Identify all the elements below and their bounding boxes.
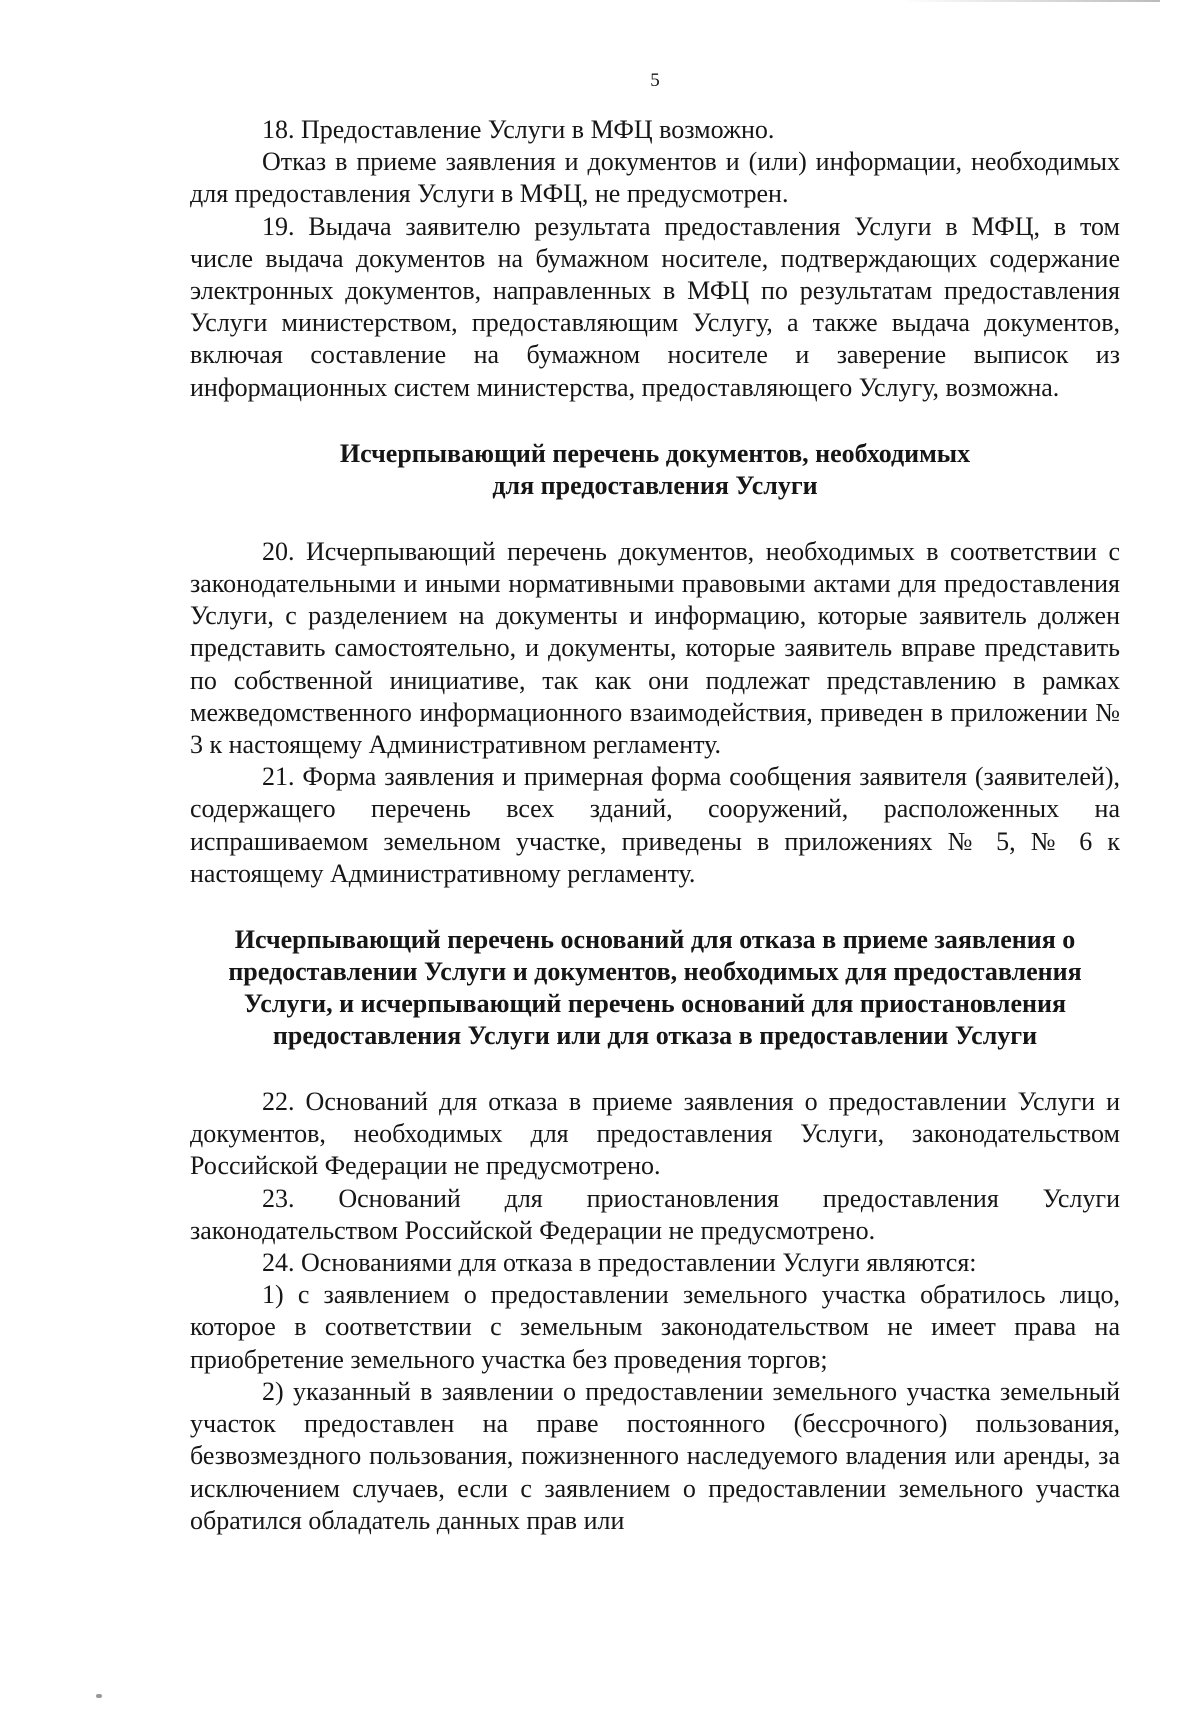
paragraph-23: 23. Оснований для приостановления предоставления Услуги законодательством Российской Федерации не предусмотрено. [190,1183,1120,1245]
section-heading-refusal-line3: Услуги, и исчерпывающий перечень оснований для приостановления [243,989,1067,1019]
paragraph-24-item-1: 1) с заявлением о предоставлении земельного участка обратилось лицо, которое в соответствии с земельным законодательством не имеет права на приобретение земельного участка без проведения торгов; [190,1280,1120,1374]
paragraph-21: 21. Форма заявления и примерная форма сообщения заявителя (заявителей), содержащего перечень всех зданий, сооружений, расположенных на испрашиваемом земельном участке, приведены в приложениях № 5, № 6 к настоящему Административному регламенту. [190,762,1120,888]
paragraph-24: 24. Основаниями для отказа в предоставлении Услуги являются: [262,1248,977,1278]
paragraph-19: 19. Выдача заявителю результата предоставления Услуги в МФЦ, в том числе выдача документов на бумажном носителе, подтверждающих содержание электронных документов, направленных в МФЦ по результатам предоставления Услуги министерством, предоставляющим Услугу, а также выдача документов, включая составление на бумажном носителе и заверение выписок из информационных систем министерства, предоставляющего Услугу, возможна. [190,211,1120,402]
paragraph-22: 22. Оснований для отказа в приеме заявления о предоставлении Услуги и документов, необходимых для предоставления Услуги, законодательством Российской Федерации не предусмотрено. [190,1087,1120,1181]
section-heading-refusal-line1: Исчерпывающий перечень оснований для отказа в приеме заявления о [234,925,1076,955]
paragraph-18-refusal: Отказ в приеме заявления и документов и (или) информации, необходимых для предоставления Услуги в МФЦ, не предусмотрен. [190,147,1120,209]
paragraph-20: 20. Исчерпывающий перечень документов, необходимых в соответствии с законодательными и иными нормативными правовыми актами для предоставления Услуги, с разделением на документы и информацию, которые заявитель должен представить самостоятельно, и документы, которые заявитель вправе представить по собственной инициативе, так как они подлежат представлению в рамках межведомственного информационного взаимодействия, приведен в приложении № 3 к настоящему Административном регламенту. [190,536,1120,760]
section-heading-documents-line1: Исчерпывающий перечень документов, необходимых [339,438,971,468]
page-number: 5 [650,70,660,91]
section-heading-refusal-line2: предоставлении Услуги и документов, необходимых для предоставления [228,957,1082,987]
section-heading-refusal-grounds [190,924,1120,1052]
paragraph-24-item-2: 2) указанный в заявлении о предоставлении земельного участка земельный участок предоставлен на праве постоянного (бессрочного) пользования, безвозмездного пользования, пожизненного наследуемого владения или аренды, за исключением случаев, если с заявлением о предоставлении земельного участка обратился обладатель данных прав или [190,1376,1120,1535]
scan-edge-mark [900,0,1160,2]
section-heading-documents-line2: для предоставления Услуги [492,470,818,500]
scan-speck [96,1694,102,1698]
section-heading-documents [190,438,1120,502]
paragraph-18: 18. Предоставление Услуги в МФЦ возможно. [262,115,775,144]
document-page [190,70,1120,1537]
section-heading-refusal-line4: предоставления Услуги или для отказа в предоставлении Услуги [272,1021,1038,1051]
